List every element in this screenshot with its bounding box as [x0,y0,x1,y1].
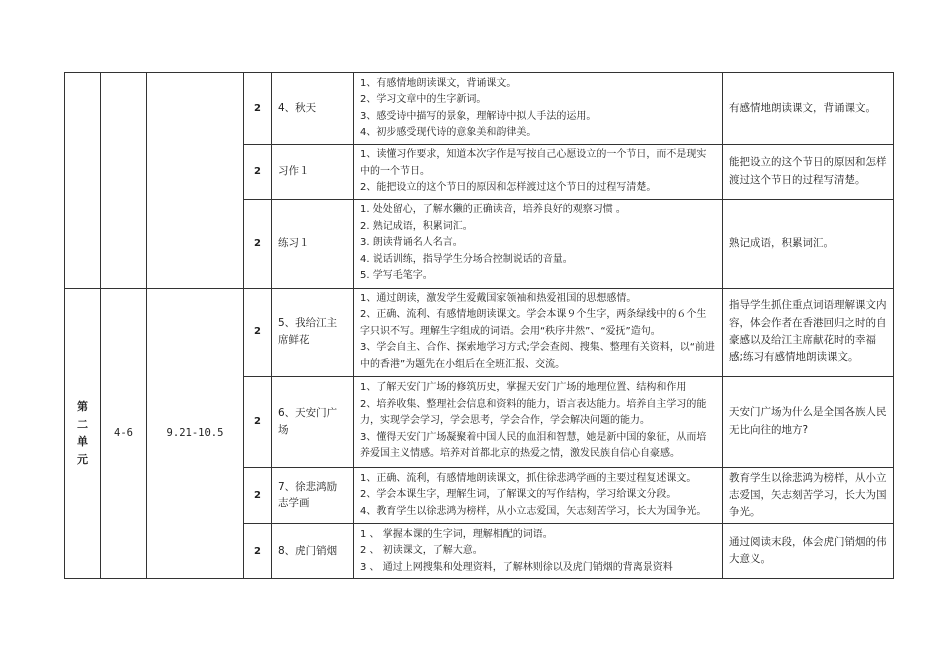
goal-line: 4、初步感受现代诗的意象美和韵律美。 [360,127,537,138]
goal-line: 3、懂得天安门广场凝聚着中国人民的血泪和智慧，她是新中国的象征，从而培养爱国主义情感。培养对首都北京的热爱之情，激发民族自信心自豪感。 [360,431,707,460]
focus-cell: 教育学生以徐悲鸿为榜样，从小立志爱国，矢志刻苦学习，长大为国争光。 [723,467,894,524]
goal-line: 3、学会自主、合作、探索地学习方式;学会查阅、搜集、整理有关资料，以“前进中的香港”为题先在小组后在全班汇报、交流。 [360,342,715,370]
hours-cell: 2 [244,288,272,376]
hours-cell: 2 [244,73,272,145]
goal-line: 1、有感情地朗读课文，背诵课文。 [360,77,517,89]
goals-cell [354,288,723,376]
weeks-cell: 4-6 [101,288,147,579]
hours-cell: 2 [244,199,272,288]
lesson-cell: 练习１ [272,199,354,288]
goal-line: 1、通过朗读，激发学生爱戴国家领袖和热爱祖国的思想感情。 [360,292,637,304]
teaching-plan-table [64,72,894,579]
goal-line: 3、感受诗中描写的景象，理解诗中拟人手法的运用。 [360,110,597,122]
goal-line: 2、学会本课生字，理解生词，了解课文的写作结构，学习给课文分段。 [360,489,677,501]
goal-line: 2、能把设立的这个节日的原因和怎样渡过这个节日的过程写清楚。 [360,182,657,193]
unit-label-char: 二 [77,417,88,431]
goal-line: 2、培养收集、整理社会信息和资料的能力，语言表达能力。培养自主学习的能力，实现学会学习，学会思考，学会合作，学会解决问题的能力。 [360,398,707,427]
goal-line: 1、读懂习作要求，知道本次字作是写按自己心愿设立的一个节日，而不是现实中的一个节日。 [360,149,707,177]
goal-line: 5. 学写毛笔字。 [360,270,433,282]
focus-cell: 通过阅读末段，体会虎门销烟的伟大意义。 [723,524,894,579]
goals-cell [354,376,723,467]
focus-cell: 天安门广场为什么是全国各族人民无比向往的地方? [723,376,894,467]
lesson-cell: 6、天安门广场 [272,376,354,467]
goal-line: 4、教育学生以徐悲鸿为榜样，从小立志爱国，矢志刻苦学习，长大为国争光。 [360,505,707,517]
unit-label-char: 元 [77,453,88,467]
goals-cell [354,199,723,288]
unit-cell-empty [65,73,101,289]
goal-line: 1. 处处留心，了解水獭的正确读音，培养良好的观察习惯 。 [360,204,626,216]
weeks-cell-empty [101,73,147,289]
hours-cell: 2 [244,467,272,524]
goal-line: 2. 熟记成语，积累词汇。 [360,220,473,232]
lesson-cell: 5、我给江主席鲜花 [272,288,354,376]
dates-cell-empty [147,73,244,289]
goals-cell [354,524,723,579]
hours-cell: 2 [244,145,272,200]
hours-cell: 2 [244,376,272,467]
focus-cell: 有感情地朗读课文，背诵课文。 [723,73,894,145]
focus-cell: 熟记成语，积累词汇。 [723,199,894,288]
goal-line: 1、正确、流利，有感情地朗读课文，抓住徐悲鸿学画的主要过程复述课文。 [360,472,697,484]
goals-cell [354,145,723,200]
goal-line: 1 、 掌握本课的生字词，理解相配的词语。 [360,528,553,540]
goal-line: 1、了解天安门广场的修筑历史，掌握天安门广场的地理位置、结构和作用 [360,382,687,394]
dates-cell: 9.21-10.5 [147,288,244,579]
goal-line: 4. 说话训练，指导学生分场合控制说话的音量。 [360,253,573,265]
focus-cell: 指导学生抓住重点词语理解课文内容，体会作者在香港回归之时的自豪感以及给江主席献花时的幸福感;练习有感情地朗读课文。 [723,288,894,376]
goals-cell [354,467,723,524]
unit-label-char: 第 [77,400,88,414]
lesson-cell: 7、徐悲鸿励志学画 [272,467,354,524]
goal-line: 3. 朗读背诵名人名言。 [360,237,463,249]
unit-label-cell [65,288,101,579]
goal-line: 3 、 通过上网搜集和处理资料，了解林则徐以及虎门销烟的背离景资料 [360,561,673,573]
lesson-cell: 4、秋天 [272,73,354,145]
goals-cell [354,73,723,145]
goal-line: 2、学习文章中的生字新词。 [360,94,487,105]
table-row [65,288,894,376]
focus-cell: 能把设立的这个节日的原因和怎样渡过这个节日的过程写清楚。 [723,145,894,200]
lesson-cell: 8、虎门销烟 [272,524,354,579]
goal-line: 2、正确、流利、有感情地朗读课文。学会本课９个生字，两条绿线中的６个生字只识不写。理解生字组成的词语。会用“秩序井然”、“爱抚”造句。 [360,309,707,337]
hours-cell: 2 [244,524,272,579]
lesson-cell: 习作１ [272,145,354,200]
goal-line: 2 、 初读课文，了解大意。 [360,545,483,557]
table-row [65,73,894,145]
unit-label-char: 单 [77,435,88,449]
